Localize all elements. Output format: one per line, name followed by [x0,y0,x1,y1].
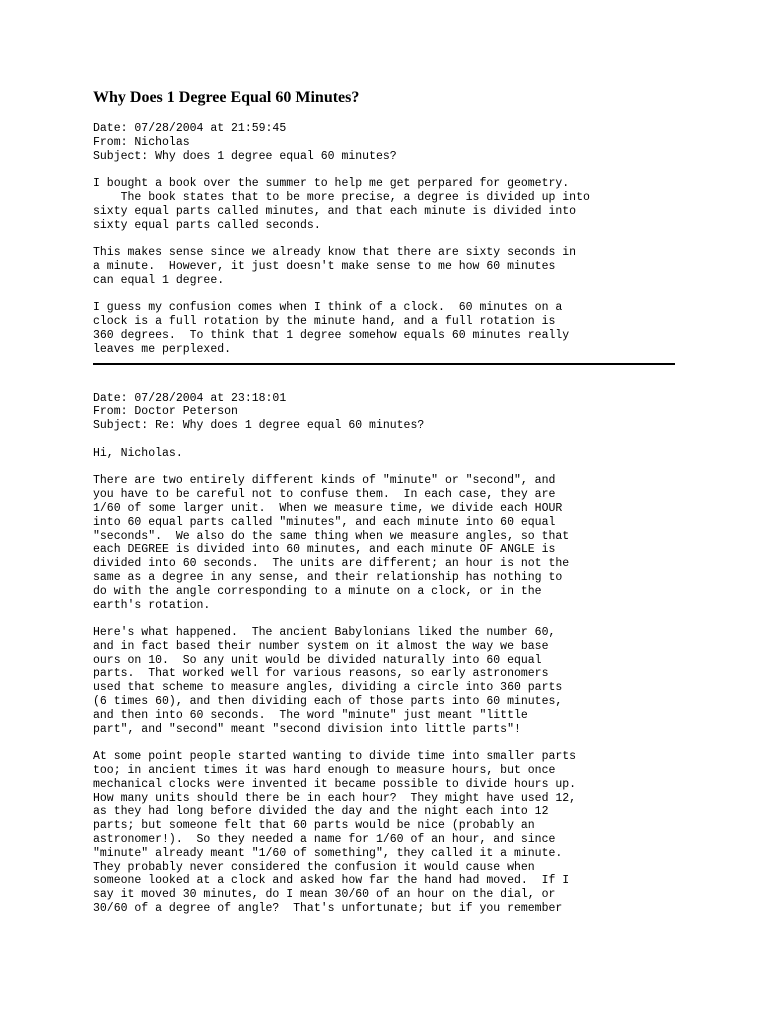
answer-subject: Subject: Re: Why does 1 degree equal 60 minutes? [93,419,425,433]
answer-greeting: Hi, Nicholas. [93,446,183,460]
answer-message [93,392,677,916]
answer-header [93,392,677,433]
question-paragraph: I guess my confusion comes when I think of a clock. 60 minutes on a clock is a full rotation by the minute hand, and a full rotation is 360 degrees. To think that 1 degree somehow equals 60 minutes really leaves me perplexed. [93,301,570,356]
answer-paragraph: At some point people started wanting to divide time into smaller parts too; in ancient times it was hard enough to measure hours, but once mechanical clocks were invented it became possible to divide hours up. How many units should there be in each hour? They might have used 12, as they had long before divided the day and the night each into 12 parts; but someone felt that 60 parts would be nice (probably an astronomer!). So they needed a name for 1/60 of an hour, and since "minute" already meant "1/60 of something", they called it a minute. They probably never considered the confusion it would cause when someone looked at a clock and asked how far the hand had moved. If I say it moved 30 minutes, do I mean 30/60 of an hour on the dial, or 30/60 of a degree of angle? That's unfortunate; but if you remember [93,750,577,916]
question-paragraph: This makes sense since we already know that there are sixty seconds in a minute. However, it just doesn't make sense to me how 60 minutes can equal 1 degree. [93,246,577,287]
question-header [93,122,677,163]
page-title: Why Does 1 Degree Equal 60 Minutes? [93,89,360,106]
answer-paragraph: There are two entirely different kinds of "minute" or "second", and you have to be careful not to confuse them. In each case, they are 1/60 of some larger unit. When we measure time, we divide each HOUR into 60 equal parts called "minutes", and each minute into 60 equal "seconds". We also do the same thing when we measure angles, so that each DEGREE is divided into 60 minutes, and each minute OF ANGLE is divided into 60 seconds. The units are different; an hour is not the same as a degree in any sense, and their relationship has nothing to do with the angle corresponding to a minute on a clock, or in the earth's rotation. [93,474,570,612]
question-from: From: Nicholas [93,135,190,149]
answer-from: From: Doctor Peterson [93,405,238,419]
document-page [93,88,677,916]
answer-paragraph: Here's what happened. The ancient Babylonians liked the number 60, and in fact based their number system on it almost the way we base ours on 10. So any unit would be divided naturally into 60 equal parts. That worked well for various reasons, so early astronomers used that scheme to measure angles, dividing a circle into 360 parts (6 times 60), and then dividing each of those parts into 60 minutes, and then into 60 seconds. The word "minute" just meant "little part", and "second" meant "second division into little parts"! [93,626,563,736]
answer-date: Date: 07/28/2004 at 23:18:01 [93,391,287,405]
question-date: Date: 07/28/2004 at 21:59:45 [93,122,287,135]
question-message [93,122,677,357]
question-paragraph: I bought a book over the summer to help me get perpared for geometry. The book states that to be more precise, a degree is divided up into sixty equal parts called minutes, and that each minute is divided into sixty equal parts called seconds. [93,177,590,232]
question-subject: Subject: Why does 1 degree equal 60 minutes? [93,149,397,163]
message-divider [93,363,675,365]
